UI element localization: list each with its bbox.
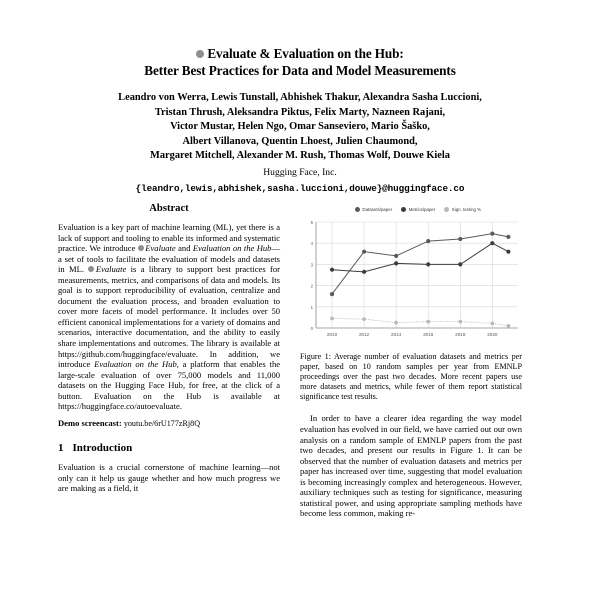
author-line: Margaret Mitchell, Alexander M. Rush, Thomas Wolf, Douwe Kiela [150,150,450,162]
svg-text:2: 2 [310,283,313,289]
demo-screencast-label: Demo screencast: [58,417,122,428]
abstract-text-d: is a library to support best practices for measurements, metrics, and comparisons of data and models. Its goal is to support reproducibility of evaluation, centralize and document the evaluation process, and broaden evaluation to cover more facets of model performance. It includes over 50 efficient canonical implementations for a variety of domains and scenarios, interactive documentation, and the ability to easily share implementations and outcomes. The library is available at https://github.com/huggingface/evaluate. In addition, we introduce [58,264,280,370]
hugging-face-emoji-icon [88,266,94,272]
svg-text:2010: 2010 [326,332,338,337]
chart-container [300,203,522,345]
legend-item-metrics [401,207,435,212]
svg-text:2012: 2012 [358,332,370,337]
abstract-text-e: , a platform that enables the large-scale evaluation of over 75,000 models and 11,000 datasets on the Hugging Face Hub, for free, at the click of a button. Evaluation on the Hub is available at https://huggingface.co/autoevaluate. [58,359,281,412]
svg-text:1: 1 [310,304,313,310]
figure-1 [300,203,522,402]
title-line-1-text: Evaluate & Evaluation on the Hub: [207,46,404,61]
abstract-heading: Abstract [149,203,189,214]
section-title: Introduction [72,442,133,455]
line-chart [300,216,522,342]
left-column [58,203,280,524]
legend-swatch-icon [444,207,449,212]
chart-plot-area [300,216,522,342]
legend-item-datasets [355,207,392,212]
evaluate-name: Evaluate [95,264,127,275]
author-line: Tristan Thrush, Aleksandra Piktus, Felix Marty, Nazneen Rajani, [154,106,446,118]
legend-label: Datasets/paper [362,207,393,212]
contact-email: {leandro,lewis,abhishek,sasha.luccioni,douwe}@huggingface.co [135,182,465,194]
legend-swatch-icon [401,207,406,212]
body-columns [0,203,600,524]
svg-text:2016: 2016 [423,332,434,337]
legend-label: Sign. testing % [451,207,482,212]
abstract-paragraph [58,222,280,412]
eoth-name: Evaluation on the Hub [192,243,272,254]
right-column [300,203,522,524]
svg-text:3: 3 [310,262,313,268]
demo-screencast-link[interactable]: youtu.be/6rU177zRj8Q [123,418,201,428]
section-number: 1 [58,442,64,455]
svg-text:2014: 2014 [391,332,402,337]
figure-caption-text: Average number of evaluation datasets and metrics per paper, based on 10 random samples per year from EMNLP proceedings over the past two decades. More recent papers use more datasets and metrics, while fewer of them report statistical significance test results. [300,352,522,402]
evaluate-name: Evaluate [145,243,176,254]
abstract-text-a: Evaluation is a key part of machine learning (ML), yet there is a lack of support and tooling to enable its informed and systematic practice. We introduce [58,222,280,254]
demo-screencast-line [58,418,280,430]
chart-legend [300,203,522,216]
legend-item-significance [444,207,481,212]
author-list [60,91,540,197]
intro-paragraph-2: In order to have a clearer idea regarding the way model evaluation has evolved in our field, we have carried out our own analysis on a random sample of EMNLP papers from the past two decades, and present our results in Figure 1. It can be observed that the number of evaluation datasets and metrics per paper has increased over time, suggesting that model evaluation is becoming increasingly complex and heterogeneous. However, auxiliary techniques such as testing for significance, measuring statistical power, and using appropriate sampling methods have become less common, making re- [300,413,522,519]
intro-paragraph-1: Evaluation is a crucial cornerstone of machine learning—not only can it help us gauge whether and how much progress we are making as a field, it [58,462,280,494]
author-line: Leandro von Werra, Lewis Tunstall, Abhishek Thakur, Alexandra Sasha Luccioni, [118,92,482,103]
legend-label: Metrics/paper [408,207,436,212]
title-block [0,0,600,197]
svg-text:5: 5 [310,220,313,225]
svg-text:0: 0 [310,326,313,331]
svg-text:2018: 2018 [455,332,466,337]
title-line-1 [60,46,540,63]
abstract-text-c: —a set of tools to facilitate the evaluation of models and datasets in ML. [58,243,280,275]
eoth-name: Evaluation on the Hub [94,359,177,370]
author-line: Albert Villanova, Quentin Lhoest, Julien Chaumond, [182,135,418,147]
page-title [60,46,540,79]
abstract-text-b: and [175,243,193,254]
figure-caption-label: Figure 1: [300,352,331,361]
hugging-face-emoji-icon [138,245,144,251]
section-heading-introduction [58,442,280,455]
figure-caption [300,352,522,402]
svg-text:2020: 2020 [487,332,498,337]
legend-swatch-icon [355,207,360,212]
affiliation: Hugging Face, Inc. [263,166,337,178]
hugging-face-emoji-icon [196,50,204,58]
author-line: Victor Mustar, Helen Ngo, Omar Sanseviero, Mario Šaško, [170,121,430,133]
svg-text:4: 4 [310,241,313,247]
title-line-2: Better Best Practices for Data and Model Measurements [144,62,456,78]
